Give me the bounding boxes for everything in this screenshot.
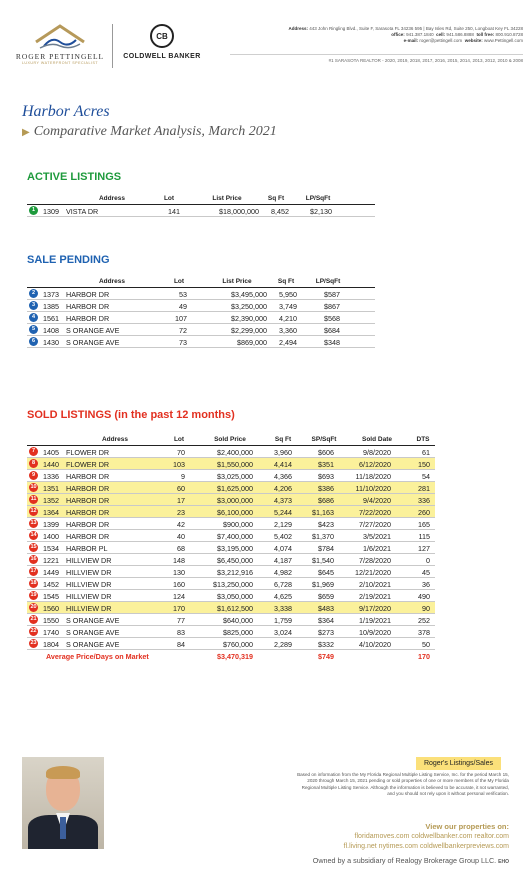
price-per-sqft-cell: $351 <box>318 459 334 469</box>
street-name: HARBOR DR <box>66 471 110 481</box>
listing-number-icon: 4 <box>29 313 38 322</box>
street-name: S ORANGE AVE <box>66 639 120 649</box>
lot-cell: 23 <box>177 507 185 517</box>
dts-cell: 50 <box>422 639 430 649</box>
sqft-cell: 3,749 <box>279 301 297 311</box>
listing-number-icon: 13 <box>30 520 37 526</box>
street-name: S ORANGE AVE <box>66 627 120 637</box>
price-cell: $1,550,000 <box>217 459 253 469</box>
lot-cell: 73 <box>179 337 187 347</box>
sqft-cell: 3,360 <box>279 325 297 335</box>
date-cell: 12/21/2020 <box>355 567 391 577</box>
listing-number-icon: 8 <box>29 459 38 468</box>
lot-cell: 70 <box>177 447 185 457</box>
price-cell: $18,000,000 <box>219 206 259 216</box>
average-price: $3,470,319 <box>217 651 253 661</box>
column-header: Lot <box>173 435 185 443</box>
column-header: SP/SqFt <box>311 435 337 443</box>
view-properties-label: View our properties on: <box>425 822 509 831</box>
listing-number-icon: 3 <box>29 301 38 310</box>
logo-divider <box>112 24 113 68</box>
sqft-cell: 2,129 <box>274 519 292 529</box>
table-row <box>27 482 435 493</box>
row-rule <box>27 347 375 348</box>
lot-cell: 40 <box>177 531 185 541</box>
date-cell: 11/18/2020 <box>355 471 391 481</box>
sqft-cell: 4,187 <box>274 555 292 565</box>
table-row <box>27 288 375 299</box>
table-row <box>27 324 375 335</box>
column-header: Sq Ft <box>274 435 292 443</box>
price-per-sqft-cell: $332 <box>318 639 334 649</box>
street-name: HILLVIEW DR <box>66 567 112 577</box>
dts-cell: 115 <box>418 531 430 541</box>
average-row <box>27 650 435 661</box>
brokerage-name: COLDWELL BANKER <box>123 53 201 60</box>
house-number: 1430 <box>43 337 59 347</box>
street-name: HILLVIEW DR <box>66 579 112 589</box>
listing-number-icon: 6 <box>29 337 38 346</box>
price-per-sqft-cell: $659 <box>318 591 334 601</box>
house-number: 1351 <box>43 483 59 493</box>
house-number: 1373 <box>43 289 59 299</box>
table-row <box>27 530 435 541</box>
price-cell: $3,195,000 <box>217 543 253 553</box>
row-rule <box>27 216 375 217</box>
date-cell: 6/12/2020 <box>359 459 391 469</box>
table-row <box>27 614 435 625</box>
column-header: Address <box>98 277 125 285</box>
listing-number-icon: 11 <box>30 496 37 502</box>
table-header <box>27 434 435 445</box>
listing-number-icon: 14 <box>30 532 37 538</box>
page-title: Harbor Acres <box>22 103 110 120</box>
price-cell: $6,100,000 <box>217 507 253 517</box>
agent-photo <box>22 757 104 849</box>
ownership-note: Owned by a subsidiary of Realogy Brokerage Group LLC. EHO <box>312 856 509 865</box>
price-per-sqft-cell: $1,370 <box>312 531 334 541</box>
cb-seal-icon: CB <box>150 24 174 48</box>
table-row <box>27 518 435 529</box>
column-header: DTS <box>416 435 430 443</box>
lot-cell: 68 <box>177 543 185 553</box>
lot-cell: 103 <box>173 459 185 469</box>
date-cell: 10/9/2020 <box>359 627 391 637</box>
house-number: 1405 <box>43 447 59 457</box>
date-cell: 11/10/2020 <box>355 483 391 493</box>
sqft-cell: 8,452 <box>271 206 289 216</box>
date-cell: 1/19/2021 <box>359 615 391 625</box>
price-per-sqft-cell: $1,163 <box>312 507 334 517</box>
street-name: HARBOR DR <box>66 507 110 517</box>
table-row <box>27 312 375 323</box>
date-cell: 2/19/2021 <box>359 591 391 601</box>
house-number: 1452 <box>43 579 59 589</box>
column-header: Sq Ft <box>267 194 285 202</box>
listing-number-icon: 16 <box>30 556 37 562</box>
price-cell: $3,050,000 <box>217 591 253 601</box>
lot-cell: 170 <box>173 603 185 613</box>
house-number: 1440 <box>43 459 59 469</box>
table-row <box>27 590 435 601</box>
dts-cell: 61 <box>422 447 430 457</box>
house-number: 1740 <box>43 627 59 637</box>
price-per-sqft-cell: $686 <box>318 495 334 505</box>
dts-cell: 490 <box>418 591 430 601</box>
house-number: 1408 <box>43 325 59 335</box>
listing-number-icon: 2 <box>29 289 38 298</box>
table-row <box>27 446 435 457</box>
page-header <box>0 0 531 80</box>
listing-number-icon: 10 <box>30 484 37 490</box>
street-name: HARBOR DR <box>66 313 110 323</box>
dts-cell: 260 <box>418 507 430 517</box>
street-name: HARBOR DR <box>66 289 110 299</box>
dts-cell: 336 <box>418 495 430 505</box>
listing-number-icon: 22 <box>30 628 37 634</box>
street-name: HARBOR DR <box>66 519 110 529</box>
house-number: 1550 <box>43 615 59 625</box>
listing-number-icon: 21 <box>30 616 37 622</box>
average-dts: 170 <box>418 651 430 661</box>
price-per-sqft-cell: $684 <box>324 325 340 335</box>
price-cell: $6,450,000 <box>217 555 253 565</box>
sqft-cell: 4,074 <box>274 543 292 553</box>
sqft-cell: 5,402 <box>274 531 292 541</box>
table-header <box>27 193 375 204</box>
price-cell: $640,000 <box>223 615 253 625</box>
disclaimer-text: Based on information from the My Florida Regional Multiple Listing Service, Inc. for the period March 15, 2020 through March 15, 2021 pending or sold properties of one or more members of the My Florida Regional Multiple Listing Service. Although the information is believed to be accurate, it not warranted, and you should not rely upon it without personal verification. <box>297 772 509 796</box>
price-per-sqft-cell: $483 <box>318 603 334 613</box>
house-number: 1560 <box>43 603 59 613</box>
sqft-cell: 4,982 <box>274 567 292 577</box>
dts-cell: 252 <box>418 615 430 625</box>
house-number: 1534 <box>43 543 59 553</box>
dts-cell: 150 <box>418 459 430 469</box>
listing-number-icon: 9 <box>29 471 38 480</box>
house-number: 1400 <box>43 531 59 541</box>
average-label: Average Price/Days on Market <box>46 651 149 661</box>
sold-heading: SOLD LISTINGS (in the past 12 months) <box>27 409 235 421</box>
awards-text: #1 SARASOTA REALTOR - 2020, 2019, 2018, 2017, 2016, 2015, 2014, 2013, 2012, 2010 & 2008 <box>328 58 523 63</box>
price-cell: $869,000 <box>237 337 267 347</box>
column-header: LP/SqFt <box>305 194 331 202</box>
price-per-sqft-cell: $386 <box>318 483 334 493</box>
price-cell: $2,400,000 <box>217 447 253 457</box>
dts-cell: 36 <box>422 579 430 589</box>
price-per-sqft-cell: $348 <box>324 337 340 347</box>
street-name: HARBOR DR <box>66 483 110 493</box>
lot-cell: 83 <box>177 627 185 637</box>
table-row <box>27 494 435 505</box>
price-cell: $3,495,000 <box>231 289 267 299</box>
house-number: 1221 <box>43 555 59 565</box>
header-rule <box>230 54 523 55</box>
pending-table <box>27 276 375 348</box>
lot-cell: 60 <box>177 483 185 493</box>
table-header <box>27 276 375 287</box>
table-row <box>27 566 435 577</box>
dts-cell: 45 <box>422 567 430 577</box>
dts-cell: 0 <box>426 555 430 565</box>
dts-cell: 165 <box>418 519 430 529</box>
price-cell: $760,000 <box>223 639 253 649</box>
sqft-cell: 5,244 <box>274 507 292 517</box>
price-cell: $3,025,000 <box>217 471 253 481</box>
average-price-per-sqft: $749 <box>318 651 334 661</box>
logo-name: ROGER PETTINGELL <box>15 52 105 61</box>
lot-cell: 130 <box>173 567 185 577</box>
listing-number-icon: 18 <box>30 580 37 586</box>
price-per-sqft-cell: $2,130 <box>310 206 332 216</box>
price-cell: $825,000 <box>223 627 253 637</box>
lot-cell: 124 <box>173 591 185 601</box>
listing-number-icon: 12 <box>30 508 37 514</box>
house-number: 1545 <box>43 591 59 601</box>
price-cell: $7,400,000 <box>217 531 253 541</box>
listing-number-icon: 20 <box>30 604 37 610</box>
column-header: Lot <box>163 194 175 202</box>
sqft-cell: 4,414 <box>274 459 292 469</box>
email-link[interactable]: roger@pettingell.com <box>419 38 463 44</box>
lot-cell: 141 <box>168 206 180 216</box>
lot-cell: 84 <box>177 639 185 649</box>
price-per-sqft-cell: $1,969 <box>312 579 334 589</box>
street-name: S ORANGE AVE <box>66 325 120 335</box>
table-row <box>27 470 435 481</box>
triangle-icon: ▶ <box>22 127 30 138</box>
column-header: Address <box>98 194 125 202</box>
sqft-cell: 6,728 <box>274 579 292 589</box>
price-per-sqft-cell: $645 <box>318 567 334 577</box>
house-number: 1364 <box>43 507 59 517</box>
contact-info: Address: 443 John Ringling Blvd., Suite F, Sarasota FL 34236 595 | Bay Isles Rd, Suite 250, Longboat Key FL 34228 office: 941.387.1840 cell: 941.586.8888 toll free: 800.910.8728 e-mail: roger@pettingell.com website: www.Pettingell.com <box>288 26 523 44</box>
table-row <box>27 542 435 553</box>
price-per-sqft-cell: $606 <box>318 447 334 457</box>
dts-cell: 54 <box>422 471 430 481</box>
pettingell-logo <box>14 22 106 65</box>
street-name: HARBOR DR <box>66 495 110 505</box>
street-name: HILLVIEW DR <box>66 603 112 613</box>
column-header: List Price <box>222 277 252 285</box>
listing-number-icon: 15 <box>30 544 37 550</box>
price-per-sqft-cell: $784 <box>318 543 334 553</box>
lot-cell: 107 <box>175 313 187 323</box>
street-name: S ORANGE AVE <box>66 615 120 625</box>
dts-cell: 281 <box>418 483 430 493</box>
column-header: Sold Date <box>362 435 392 443</box>
sqft-cell: 5,950 <box>279 289 297 299</box>
house-number: 1399 <box>43 519 59 529</box>
table-row <box>27 506 435 517</box>
price-per-sqft-cell: $423 <box>318 519 334 529</box>
street-name: HARBOR PL <box>66 543 108 553</box>
date-cell: 2/10/2021 <box>359 579 391 589</box>
sqft-cell: 4,625 <box>274 591 292 601</box>
column-header: Address <box>101 435 128 443</box>
table-row <box>27 458 435 469</box>
listing-number-icon: 17 <box>30 568 37 574</box>
lot-cell: 72 <box>179 325 187 335</box>
table-row <box>27 638 435 649</box>
column-header: List Price <box>212 194 242 202</box>
house-number: 1561 <box>43 313 59 323</box>
street-name: HARBOR DR <box>66 301 110 311</box>
table-row <box>27 205 375 216</box>
lot-cell: 53 <box>179 289 187 299</box>
listing-number-icon: 7 <box>29 447 38 456</box>
date-cell: 1/6/2021 <box>363 543 391 553</box>
sqft-cell: 2,494 <box>279 337 297 347</box>
column-header: LP/SqFt <box>315 277 341 285</box>
sqft-cell: 1,759 <box>274 615 292 625</box>
price-cell: $3,250,000 <box>231 301 267 311</box>
street-name: HARBOR DR <box>66 531 110 541</box>
date-cell: 7/22/2020 <box>359 507 391 517</box>
dts-cell: 90 <box>422 603 430 613</box>
date-cell: 9/17/2020 <box>359 603 391 613</box>
sqft-cell: 2,289 <box>274 639 292 649</box>
price-per-sqft-cell: $867 <box>324 301 340 311</box>
street-name: VISTA DR <box>66 206 99 216</box>
street-name: S ORANGE AVE <box>66 337 120 347</box>
lot-cell: 17 <box>177 495 185 505</box>
active-table <box>27 193 375 217</box>
sqft-cell: 3,960 <box>274 447 292 457</box>
price-cell: $2,390,000 <box>231 313 267 323</box>
price-per-sqft-cell: $587 <box>324 289 340 299</box>
lot-cell: 42 <box>177 519 185 529</box>
sold-table <box>27 434 435 661</box>
column-header: Sq Ft <box>277 277 295 285</box>
listing-number-icon: 23 <box>30 640 37 646</box>
street-name: FLOWER DR <box>66 459 110 469</box>
address-text: 443 John Ringling Blvd., Suite F, Sarasota FL 34236 595 | Bay Isles Rd, Suite 250, Longboat Key FL 34228 <box>309 26 523 31</box>
table-row <box>27 336 375 347</box>
dts-cell: 378 <box>418 627 430 637</box>
property-sites[interactable]: floridamoves.com coldwellbanker.com realtor.com fl.living.net nytimes.com coldwellbankerpreviews.com <box>343 833 509 850</box>
sqft-cell: 4,210 <box>279 313 297 323</box>
lot-cell: 148 <box>173 555 185 565</box>
date-cell: 7/27/2020 <box>359 519 391 529</box>
price-per-sqft-cell: $364 <box>318 615 334 625</box>
listings-badge: Roger's Listings/Sales <box>416 757 501 770</box>
sqft-cell: 4,373 <box>274 495 292 505</box>
active-heading: ACTIVE LISTINGS <box>27 171 122 183</box>
listing-number-icon: 5 <box>29 325 38 334</box>
street-name: HILLVIEW DR <box>66 555 112 565</box>
table-row <box>27 300 375 311</box>
column-header: Lot <box>173 277 185 285</box>
house-number: 1449 <box>43 567 59 577</box>
table-row <box>27 602 435 613</box>
house-number: 1309 <box>43 206 59 216</box>
dts-cell: 127 <box>418 543 430 553</box>
sqft-cell: 3,338 <box>274 603 292 613</box>
price-cell: $900,000 <box>223 519 253 529</box>
date-cell: 9/4/2020 <box>363 495 391 505</box>
price-cell: $3,000,000 <box>217 495 253 505</box>
price-cell: $1,625,000 <box>217 483 253 493</box>
lot-cell: 49 <box>179 301 187 311</box>
house-number: 1352 <box>43 495 59 505</box>
house-logo-icon <box>30 22 90 50</box>
sqft-cell: 4,206 <box>274 483 292 493</box>
price-cell: $2,299,000 <box>231 325 267 335</box>
listing-number-icon: 1 <box>29 206 38 215</box>
price-cell: $3,212,916 <box>217 567 253 577</box>
house-number: 1804 <box>43 639 59 649</box>
lot-cell: 77 <box>177 615 185 625</box>
house-number: 1385 <box>43 301 59 311</box>
sqft-cell: 4,366 <box>274 471 292 481</box>
listing-number-icon: 19 <box>30 592 37 598</box>
lot-cell: 9 <box>181 471 185 481</box>
price-cell: $13,250,000 <box>213 579 253 589</box>
logo-tagline: LUXURY WATERFRONT SPECIALIST <box>21 61 99 65</box>
table-row <box>27 578 435 589</box>
price-cell: $1,612,500 <box>217 603 253 613</box>
price-per-sqft-cell: $693 <box>318 471 334 481</box>
house-number: 1336 <box>43 471 59 481</box>
coldwell-banker-logo <box>118 24 206 60</box>
column-header: Sold Price <box>214 435 246 443</box>
date-cell: 9/8/2020 <box>363 447 391 457</box>
street-name: HILLVIEW DR <box>66 591 112 601</box>
sqft-cell: 3,024 <box>274 627 292 637</box>
table-row <box>27 626 435 637</box>
page-subtitle: ▶ Comparative Market Analysis, March 2021 <box>22 124 277 139</box>
lot-cell: 160 <box>173 579 185 589</box>
website-link[interactable]: www.Pettingell.com <box>483 38 523 44</box>
date-cell: 4/10/2020 <box>359 639 391 649</box>
date-cell: 7/28/2020 <box>359 555 391 565</box>
street-name: FLOWER DR <box>66 447 110 457</box>
equal-housing-icon: EHO <box>498 859 509 865</box>
price-per-sqft-cell: $1,540 <box>312 555 334 565</box>
table-row <box>27 554 435 565</box>
date-cell: 3/5/2021 <box>363 531 391 541</box>
price-per-sqft-cell: $273 <box>318 627 334 637</box>
price-per-sqft-cell: $568 <box>324 313 340 323</box>
pending-heading: SALE PENDING <box>27 254 110 266</box>
